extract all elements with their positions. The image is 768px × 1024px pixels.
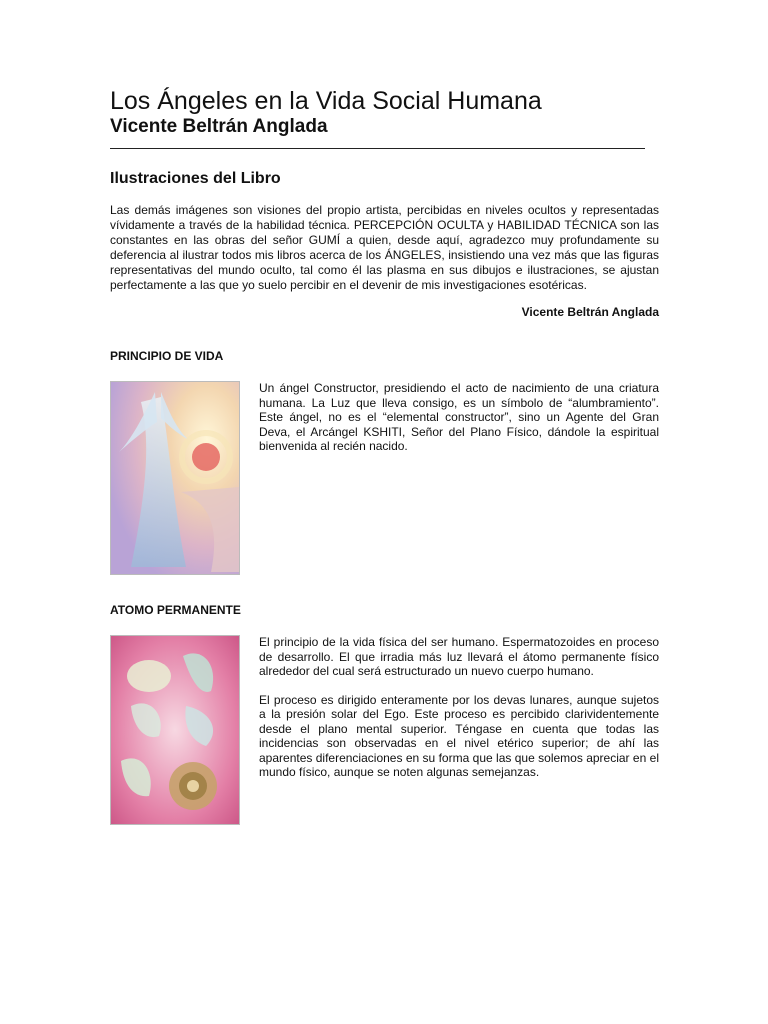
document-author: Vicente Beltrán Anglada <box>110 116 328 137</box>
section-atomo-permanente <box>110 635 659 825</box>
intro-heading: Ilustraciones del Libro <box>110 170 281 187</box>
angel-illustration <box>110 381 240 575</box>
atom-illustration <box>110 635 240 825</box>
intro-signature: Vicente Beltrán Anglada <box>521 305 659 319</box>
title-divider <box>110 148 645 149</box>
document-page <box>110 86 659 825</box>
intro-paragraph: Las demás imágenes son visiones del propio artista, percibidas en niveles ocultos y representadas vívidamente a través de la habilidad técnica. PERCEPCIÓN OCULTA y HABILIDAD TÉCNICA son las constantes en las obras del señor GUMÍ a quien, desde aquí, agradezco muy profundamente su deferencia al ilustrar todos mis libros acerca de los ÁNGELES, insistiendo una vez más que las figuras representativas del mundo oculto, tal como él las plasma en sus dibujos e ilustraciones, se ajustan perfectamente a las que yo suelo percibir en el devenir de mis investigaciones esotéricas. <box>110 203 659 292</box>
section-principio-de-vida <box>110 381 659 575</box>
section-heading-principio-de-vida: PRINCIPIO DE VIDA <box>110 349 224 363</box>
section-paragraph: El principio de la vida física del ser humano. Espermatozoides en proceso de desarrollo. El que irradia más luz llevará el átomo permanente físico alrededor del cual será estructurado un nuevo cuerpo humano. <box>259 635 659 678</box>
document-title: Los Ángeles en la Vida Social Humana <box>110 87 542 115</box>
section-heading-atomo-permanente: ATOMO PERMANENTE <box>110 603 241 617</box>
section-paragraph: Un ángel Constructor, presidiendo el acto de nacimiento de una criatura humana. La Luz que lleva consigo, es un símbolo de “alumbramiento”. Este ángel, no es el “elemental constructor”, sino un Agente del Gran Deva, el Arcángel KSHITI, Señor del Plano Físico, dándole la espiritual bienvenida al recién nacido. <box>259 381 659 453</box>
section-paragraph: El proceso es dirigido enteramente por los devas lunares, aunque sujetos a la presión solar del Ego. Este proceso es percibido clarividentemente desde el plano mental superior. Téngase en cuenta que todas las incidencias son observadas en el nivel etérico superior; de ahí las aparentes diferenciaciones en su forma que las que solemos apreciar en el mundo físico, aunque se noten algunas semejanzas. <box>259 692 659 779</box>
